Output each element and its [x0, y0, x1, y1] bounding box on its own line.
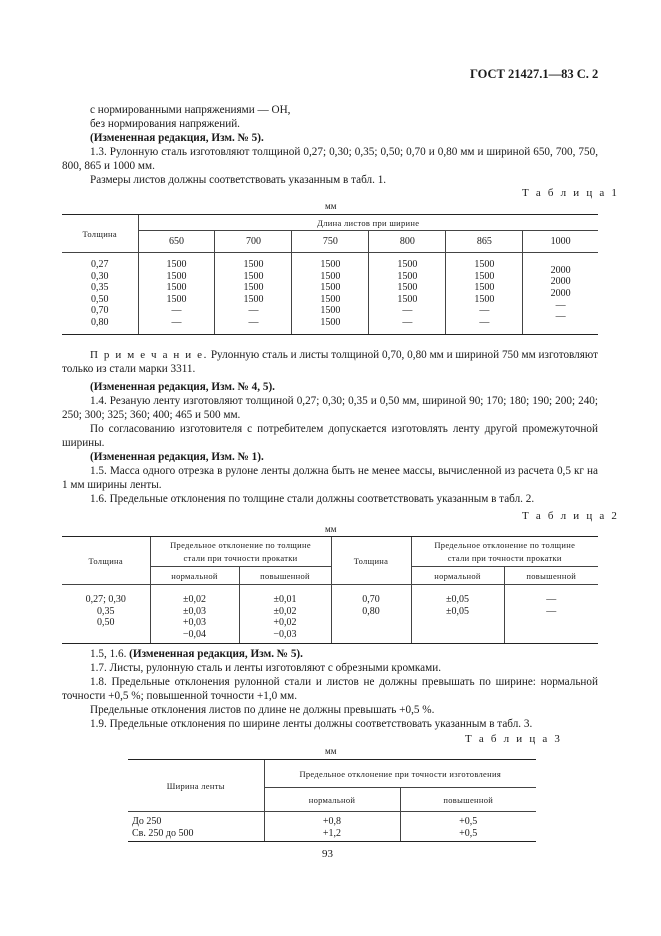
table3-header-normal: нормальной [264, 788, 400, 812]
table1-values-750: 1500 1500 1500 1500 1500 1500 [292, 253, 369, 335]
table3 [128, 759, 536, 842]
table3-caption: Т а б л и ц а 3 [465, 733, 563, 745]
paragraph: с нормированными напряжениями — ОН, [90, 104, 291, 116]
table2-thickness-cell-right: 0,70 0,80 [331, 585, 411, 644]
paragraph-1-3: 1.3. Рулонную сталь изготовляют толщиной 0,27; 0,30; 0,35; 0,50; 0,70 и 0,80 мм и шириной 650, 700, 750, 800, 865 и 1000 мм. [62, 146, 598, 172]
amendment-line [62, 647, 598, 661]
table2-high-cell-right: — — [504, 585, 598, 644]
table1-note [62, 348, 598, 376]
table2-header-normal: нормальной [150, 567, 239, 585]
amendment-note: (Измененная редакция, Изм. № 4, 5). [90, 381, 275, 393]
note-text: Рулонную сталь и листы толщиной 0,70, 0,80 мм и шириной 750 мм изготовляют только из стали марки 3311. [62, 349, 598, 375]
table3-header-group: Предельное отклонение при точности изготовления [264, 760, 536, 788]
table2-header-normal-right: нормальной [411, 567, 504, 585]
paragraph: По согласованию изготовителя с потребителем допускается изготовлять ленту другой промежуточной ширины. [62, 423, 598, 449]
table2-units: мм [325, 524, 337, 534]
table1-units: мм [325, 201, 337, 211]
table2 [62, 536, 598, 644]
table3-units: мм [325, 746, 337, 756]
table1-values-650: 1500 1500 1500 1500 — — [138, 253, 215, 335]
paragraph-1-6: 1.6. Предельные отклонения по толщине стали должны соответствовать указанным в табл. 2. [90, 493, 535, 505]
table1-values-1000: 2000 2000 2000 — — [523, 253, 598, 335]
table1-values-700: 1500 1500 1500 1500 — — [215, 253, 292, 335]
table1-header-thickness: Толщина [62, 215, 138, 253]
amendment-note: (Измененная редакция, Изм. № 1). [90, 451, 264, 463]
table2-normal-cell: ±0,02 ±0,03 +0,03 −0,04 [150, 585, 239, 644]
paragraph-1-8: 1.8. Предельные отклонения рулонной стали и листов не должны превышать по ширине: нормальной точности +0,5 %; повышенной точности +1,0 мм. [62, 676, 598, 702]
paragraph-1-7: 1.7. Листы, рулонную сталь и ленты изготовляют с обрезными кромками. [90, 662, 441, 674]
table2-high-cell: ±0,01 ±0,02 +0,02 −0,03 [239, 585, 331, 644]
table2-normal-cell-right: ±0,05 ±0,05 [411, 585, 504, 644]
table2-caption: Т а б л и ц а 2 [522, 510, 620, 522]
table2-header-high: повышенной [239, 567, 331, 585]
table3-header-width: Ширина ленты [128, 760, 264, 812]
table2-thickness-cell: 0,27; 0,30 0,35 0,50 [62, 585, 150, 644]
paragraph-1-4: 1.4. Резаную ленту изготовляют толщиной 0,27; 0,30; 0,35 и 0,50 мм, шириной 90; 170; 180; 190; 200; 240; 250; 300; 325; 360; 400; 465 и 500 мм. [62, 395, 598, 421]
table1-header-width: 700 [215, 231, 292, 253]
table1-values-865: 1500 1500 1500 1500 — — [446, 253, 523, 335]
table1-header-width: 650 [138, 231, 215, 253]
table1-thickness-cell: 0,27 0,30 0,35 0,50 0,70 0,80 [62, 253, 138, 335]
table3-width-cell: До 250 Св. 250 до 500 [128, 812, 264, 842]
table3-high-cell: +0,5 +0,5 [400, 812, 536, 842]
amendment-note: (Измененная редакция, Изм. № 5). [129, 648, 303, 660]
table2-header-thickness-right: Толщина [331, 537, 411, 585]
paragraph-1-5: 1.5. Масса одного отрезка в рулоне ленты должна быть не менее массы, вычисленной из расчета 0,5 кг на 1 мм ширины ленты. [62, 465, 598, 491]
table1 [62, 214, 598, 335]
page-number: 93 [322, 848, 333, 860]
table2-header-group: Предельное отклонение по толщине стали при точности прокатки [150, 537, 331, 567]
note-label: П р и м е ч а н и е. [90, 349, 208, 361]
amendment-note: (Измененная редакция, Изм. № 5). [90, 132, 264, 144]
table1-header-width: 865 [446, 231, 523, 253]
table2-header-group-right: Предельное отклонение по толщине стали при точности прокатки [411, 537, 598, 567]
table1-caption: Т а б л и ц а 1 [522, 187, 620, 199]
table1-header-width: 750 [292, 231, 369, 253]
table2-header-thickness: Толщина [62, 537, 150, 585]
table2-header-high-right: повышенной [504, 567, 598, 585]
table1-header-width: 800 [369, 231, 446, 253]
document-header: ГОСТ 21427.1—83 С. 2 [470, 67, 599, 81]
table3-normal-cell: +0,8 +1,2 [264, 812, 400, 842]
paragraph: Предельные отклонения листов по длине не должны превышать +0,5 %. [90, 704, 435, 716]
table1-values-800: 1500 1500 1500 1500 — — [369, 253, 446, 335]
table3-header-high: повышенной [400, 788, 536, 812]
table1-header-group: Длина листов при ширине [138, 215, 598, 231]
paragraph: Размеры листов должны соответствовать указанным в табл. 1. [90, 174, 387, 186]
table1-header-width: 1000 [523, 231, 598, 253]
paragraph: без нормирования напряжений. [90, 118, 240, 130]
paragraph-1-9: 1.9. Предельные отклонения по ширине ленты должны соответствовать указанным в табл. 3. [90, 718, 533, 730]
amendment-items: 1.5, 1.6. [90, 648, 127, 660]
